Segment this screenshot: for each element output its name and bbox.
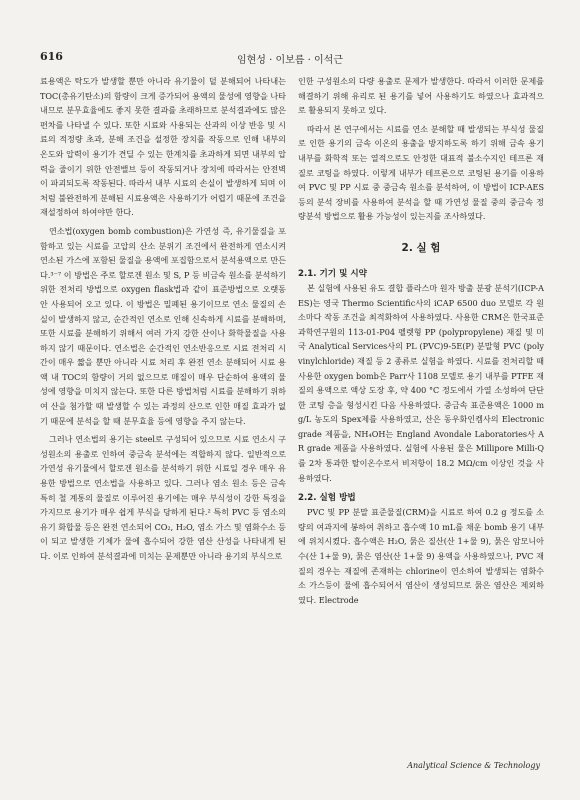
running-head-authors: 임현성 · 이보름 · 이석근 bbox=[236, 55, 343, 66]
right-column bbox=[298, 74, 544, 611]
intro-paragraph-4: 인한 구성원소의 다량 용출로 문제가 발생한다. 따라서 이러한 문제를 해결하기 위해 유리로 된 용기를 넣어 사용하기도 하였으나 효과적으로 활용되지 못하고 있다. bbox=[298, 76, 544, 116]
section-title-experiment: 2. 실 험 bbox=[401, 241, 441, 254]
subsection-title-instruments: 2.1. 기기 및 시약 bbox=[298, 268, 367, 279]
journal-footer: Analytical Science & Technology bbox=[407, 761, 540, 770]
page-number: 616 bbox=[40, 50, 63, 63]
left-column bbox=[40, 74, 286, 568]
running-head bbox=[40, 50, 540, 66]
intro-paragraph-2: 연소법(oxygen bomb combustion)은 가연성 즉, 유기물질을 포함하고 있는 시료를 고압의 산소 분위기 조건에서 완전하게 연소시켜 연소된 가스에 포함된 물질을 용액에 포집함으로서 분석용액으로 만든다.³⁻⁷ 이 방법은 주로 할로겐 원소 및 S, P 등 비금속 원소를 분석하기 위한 전처리 방법으로 oxygen flask법과 같이 표준방법으로 오랫동안 사용되어 오고 있다. 이 방법은 밀폐된 용기이므로 연소 물질의 손실이 발생하지 않고, 순간적인 연소로 인해 신속하게 시료를 분해하며, 또한 시료를 분해하기 위해서 여러 가지 강한 산이나 화학물질을 사용하지 않기 때문이다. 연소법은 순간적인 연소반응으로 시료 전처리 시간이 매우 짧을 뿐만 아니라 시료 처리 후 완전 연소 분해되어 시료 용액 내 TOC의 함량이 거의 없으므로 매질이 매우 단순하여 용액의 물성에 영향을 미치지 않는다. 또한 다른 방법처럼 시료를 분해하기 위하여 산을 첨가할 때 발생할 수 있는 과정의 산으로 인한 매질 효과가 없기 때문에 분석을 할 때 분무효율 등에 영향을 주지 않는다. bbox=[40, 225, 286, 426]
method-paragraph: PVC 및 PP 분말 표준물질(CRM)을 시료로 하여 0.2 g 정도를 소량의 여과지에 봉하여 취하고 흡수액 10 mL를 채운 bomb 용기 내부에 위치시켰다. 흡수액은 H₂O, 묽은 질산(산 1+물 9), 묽은 암모니아수(산 1+물 9), 묽은 염산(산 1+물 9) 용액을 사용하였으나, PVC 재질의 경우는 재질에 존재하는 chlorine이 연소하여 발생되는 염화수소 가스등이 물에 흡수되어서 염산이 생성되므로 묽은 염산은 제외하였다. Electrode bbox=[298, 507, 544, 605]
instruments-paragraph: 본 실험에 사용된 유도 결합 플라스마 원자 방출 분광 분석기(ICP-AES)는 영국 Thermo Scientific사의 iCAP 6500 duo 모델로 각 원소마다 작동 조건을 최적화하여 사용하였다. 사용한 CRM은 한국표준과학연구원의 113-01-P04 펠렛형 PP (polypropylene) 재질 및 미국 Analytical Services사의 PL (PVC)9-5E(P) 분말형 PVC (polyvinylchloride) 재질 등 2 종류로 실험을 하였다. 시료를 전처리할 때 사용한 oxygen bomb은 Parr사 1108 모델로 용기 내부를 PTFE 재질의 용액으로 액상 도장 후, 약 400 °C 정도에서 가열 소성하여 단단한 코팅 층을 형성시킨 다음 사용하였다. 중금속 표준용액은 1000 mg/L 농도의 Spex제를 사용하였고, 산은 동우화인켐사의 Electronic grade 제품을, NH₄OH는 England Avondale Laboratories사 AR grade 제품을 사용하였다. 실험에 사용된 물은 Millipore Milli-Q를 2차 통과한 탈이온수로서 비저항이 18.2 MΩ/cm 이상인 것을 사용하였다. bbox=[298, 282, 544, 483]
intro-paragraph-3: 그러나 연소법의 용기는 steel로 구성되어 있으므로 시료 연소시 구성원소의 용출로 인하여 중금속 분석에는 적합하지 않다. 일반적으로 가연성 유기물에서 할로겐 원소를 분석하기 위한 시료일 경우 매우 유용한 방법으로 연소법을 사용하고 있다. 그러나 염소 원소 등은 금속 특히 철 계통의 물질로 이루어진 용기에는 매우 부식성이 강한 특징을 가지므로 용기가 매우 쉽게 부식을 당하게 된다.² 특히 PVC 등 염소의 유기 화합물 등은 완전 연소되어 CO₂, H₂O, 염소 가스 및 염화수소 등이 되고 발생한 기체가 물에 흡수되어 강한 염산 산성을 나타내게 된다. 이로 인하여 분석결과에 미치는 문제뿐만 아니라 용기의 부식으로 bbox=[40, 434, 286, 561]
subsection-title-method: 2.2. 실험 방법 bbox=[298, 493, 356, 504]
intro-paragraph-5: 따라서 본 연구에서는 시료를 연소 분해할 때 발생되는 부식성 물질로 인한 용기의 금속 이온의 용출을 방지하도록 하기 위해 금속 용기 내부를 화학적 또는 열적으로도 안정한 대표적 불소수지인 테프론 재질로 코팅을 하였다. 이렇게 내부가 테프론으로 코팅된 용기를 이용하여 PVC 및 PP 시료 중 중금속 원소를 분석하여, 이 방법이 ICP-AES 등의 분석 장비를 사용하여 분석을 할 때 가연성 물질 중의 중금속 정량분석 방법으로 활용 가능성이 있는지를 조사하였다. bbox=[298, 123, 544, 222]
intro-paragraph-1: 료용액은 탁도가 발생할 뿐만 아니라 유기물이 덜 분해되어 나타내는 TOC(총유기탄소)의 함량이 크게 증가되어 용액의 물성에 영향을 나타내므로 분무효율에도 좋지 못한 결과를 초래하므로 분석결과에도 많은 편차를 나타낼 수 있다. 또한 시료와 사용되는 산과의 이상 반응 및 시료의 적정량 초과, 분해 조건을 설정한 장치를 작동으로 인해 내부의 온도와 압력이 용기가 견딜 수 있는 한계치를 초과하게 되면 내부의 압력을 줄이기 위한 안전밸브 등이 작동되거나 장치에 따라서는 안전벽이 파괴되도록 작동된다. 따라서 내부 시료의 손실이 발생하게 되며 이처럼 불완전하게 분해된 시료용액은 사용하기가 어렵기 때문에 조건을 재설정하여 하여야만 한다. bbox=[40, 76, 286, 218]
